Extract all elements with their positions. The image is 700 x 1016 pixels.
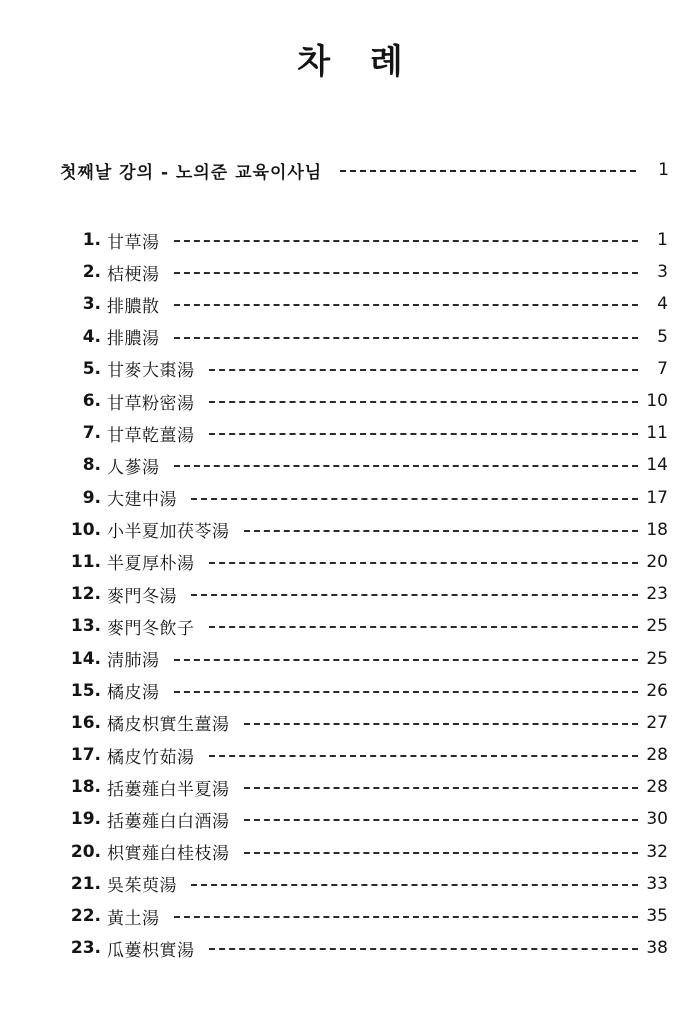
entry-page-number: 33 [646, 873, 668, 894]
dot-leader [174, 337, 639, 339]
dot-leader [209, 401, 639, 403]
dot-leader [209, 948, 639, 950]
toc-entry [68, 321, 668, 353]
dot-leader [209, 755, 639, 757]
toc-entry [68, 417, 668, 449]
dot-leader [191, 884, 638, 886]
entry-title: 括蔞薤白白酒湯 [107, 811, 230, 832]
toc-entry [68, 836, 668, 868]
section-label: 첫째날 강의 - 노의준 교육이사님 [60, 162, 323, 183]
entry-number: 4. [82, 326, 101, 347]
entry-number: 16. [70, 712, 101, 733]
dot-leader [209, 369, 639, 371]
toc-entry [68, 932, 668, 964]
entry-page-number: 25 [646, 648, 668, 669]
dot-leader [191, 594, 638, 596]
entry-number: 6. [82, 391, 101, 412]
entry-number: 12. [70, 584, 101, 605]
entry-number: 8. [82, 455, 101, 476]
entry-title: 吳茱萸湯 [107, 876, 177, 897]
toc-entry [68, 353, 668, 385]
entry-number: 18. [70, 777, 101, 798]
entry-page-number: 28 [646, 745, 668, 766]
entry-number: 5. [82, 358, 101, 379]
entry-title: 桔梗湯 [107, 264, 160, 285]
dot-leader [244, 852, 639, 854]
toc-entry [68, 546, 668, 578]
dot-leader [174, 272, 639, 274]
toc-entry [68, 449, 668, 481]
entry-page-number: 38 [646, 938, 668, 959]
entry-number: 11. [70, 551, 101, 572]
entry-title: 半夏厚朴湯 [107, 554, 195, 575]
entry-number: 13. [70, 616, 101, 637]
entry-number: 15. [70, 680, 101, 701]
toc-entry [68, 675, 668, 707]
entry-page-number: 23 [646, 584, 668, 605]
dot-leader [209, 626, 639, 628]
entry-title: 甘草粉密湯 [107, 393, 195, 414]
entry-title: 枳實薤白桂枝湯 [107, 844, 230, 865]
entry-page-number: 4 [657, 294, 668, 315]
entry-number: 7. [82, 423, 101, 444]
dot-leader [244, 723, 639, 725]
entry-title: 麥門冬飲子 [107, 618, 195, 639]
entry-page-number: 11 [646, 423, 668, 444]
entry-page-number: 14 [646, 455, 668, 476]
entry-title: 人蔘湯 [107, 457, 160, 478]
entry-number: 23. [70, 938, 101, 959]
entry-title: 排膿散 [107, 296, 160, 317]
dot-leader [340, 170, 636, 172]
entry-number: 3. [82, 294, 101, 315]
toc-entry [68, 256, 668, 288]
toc-entry [68, 900, 668, 932]
toc-entry [68, 610, 668, 642]
entry-page-number: 7 [657, 358, 668, 379]
entry-title: 麥門冬湯 [107, 586, 177, 607]
entry-page-number: 30 [646, 809, 668, 830]
entry-number: 21. [70, 873, 101, 894]
toc-entry [68, 288, 668, 320]
entry-page-number: 32 [646, 841, 668, 862]
dot-leader [174, 304, 639, 306]
entry-number: 20. [70, 841, 101, 862]
entry-page-number: 18 [646, 519, 668, 540]
entry-title: 甘麥大棗湯 [107, 361, 195, 382]
toc-entry [68, 803, 668, 835]
toc-entry [68, 224, 668, 256]
toc-entry [68, 771, 668, 803]
dot-leader [174, 659, 639, 661]
entry-number: 2. [82, 262, 101, 283]
entry-number: 19. [70, 809, 101, 830]
entry-title: 橘皮枳實生薑湯 [107, 715, 230, 736]
toc-section-heading [60, 157, 670, 183]
entry-title: 甘草乾薑湯 [107, 425, 195, 446]
entry-title: 排膿湯 [107, 329, 160, 350]
toc-entry [68, 642, 668, 674]
entry-page-number: 26 [646, 680, 668, 701]
entry-page-number: 10 [646, 391, 668, 412]
entry-number: 9. [82, 487, 101, 508]
toc-entry [68, 385, 668, 417]
entry-title: 括蔞薤白半夏湯 [107, 779, 230, 800]
dot-leader [191, 498, 638, 500]
toc-entry [68, 739, 668, 771]
toc-entry [68, 514, 668, 546]
entry-title: 黃土湯 [107, 908, 160, 929]
entry-page-number: 3 [657, 262, 668, 283]
entry-page-number: 20 [646, 551, 668, 572]
dot-leader [244, 819, 639, 821]
entry-number: 14. [70, 648, 101, 669]
entry-title: 淸肺湯 [107, 651, 160, 672]
entry-title: 瓜蔞枳實湯 [107, 940, 195, 961]
entry-page-number: 27 [646, 712, 668, 733]
entry-page-number: 5 [657, 326, 668, 347]
dot-leader [244, 530, 639, 532]
entry-page-number: 28 [646, 777, 668, 798]
entry-title: 小半夏加茯苓湯 [107, 522, 230, 543]
entry-title: 橘皮湯 [107, 683, 160, 704]
dot-leader [209, 433, 639, 435]
page-title: 차 례 [297, 42, 417, 82]
dot-leader [174, 691, 639, 693]
section-page-number: 1 [658, 160, 670, 180]
dot-leader [209, 562, 639, 564]
toc-entry [68, 578, 668, 610]
entry-page-number: 17 [646, 487, 668, 508]
toc-list [68, 224, 668, 964]
toc-entry [68, 707, 668, 739]
entry-number: 22. [70, 906, 101, 927]
entry-number: 1. [82, 230, 101, 251]
entry-title: 大建中湯 [107, 490, 177, 511]
toc-entry [68, 482, 668, 514]
entry-number: 10. [70, 519, 101, 540]
toc-entry [68, 868, 668, 900]
entry-title: 甘草湯 [107, 232, 160, 253]
entry-page-number: 25 [646, 616, 668, 637]
dot-leader [174, 465, 639, 467]
entry-number: 17. [70, 745, 101, 766]
dot-leader [174, 240, 639, 242]
entry-title: 橘皮竹茹湯 [107, 747, 195, 768]
dot-leader [244, 787, 639, 789]
entry-page-number: 1 [657, 230, 668, 251]
dot-leader [174, 916, 639, 918]
entry-page-number: 35 [646, 906, 668, 927]
